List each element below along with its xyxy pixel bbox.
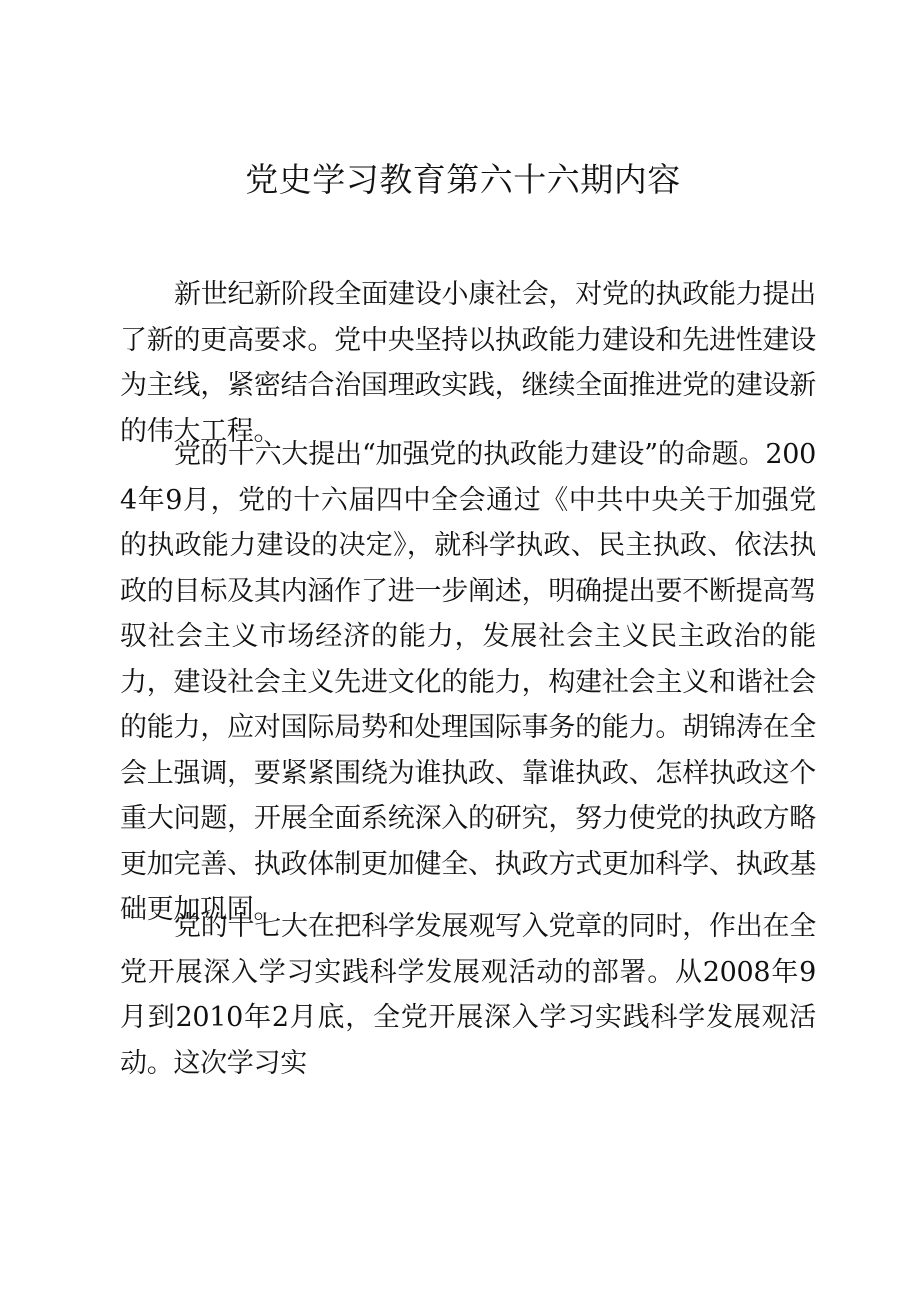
paragraph-3: 党的十七大在把科学发展观写入党章的同时，作出在全党开展深入学习实践科学发展观活动的部署。从2008年9月到2010年2月底，全党开展深入学习实践科学发展观活动。这次学习实 — [120, 911, 816, 1079]
document-title: 党史学习教育第六十六期内容 — [245, 160, 681, 199]
paragraph-1: 新世纪新阶段全面建设小康社会，对党的执政能力提出了新的更高要求。党中央坚持以执政能力建设和先进性建设为主线，紧密结合治国理政实践，继续全面推进党的建设新的伟大工程。 — [120, 279, 816, 447]
paragraph-2: 党的十六大提出“加强党的执政能力建设”的命题。2004年9月，党的十六届四中全会通过《中共中央关于加强党的执政能力建设的决定》，就科学执政、民主执政、依法执政的目标及其内涵作了进一步阐述，明确提出要不断提高驾驭社会主义市场经济的能力，发展社会主义民主政治的能力，建设社会主义先进文化的能力，构建社会主义和谐社会的能力，应对国际局势和处理国际事务的能力。胡锦涛在全会上强调，要紧紧围绕为谁执政、靠谁执政、怎样执政这个重大问题，开展全面系统深入的研究，努力使党的执政方略更加完善、执政体制更加健全、执政方式更加科学、执政基础更加巩固。 — [120, 439, 816, 925]
